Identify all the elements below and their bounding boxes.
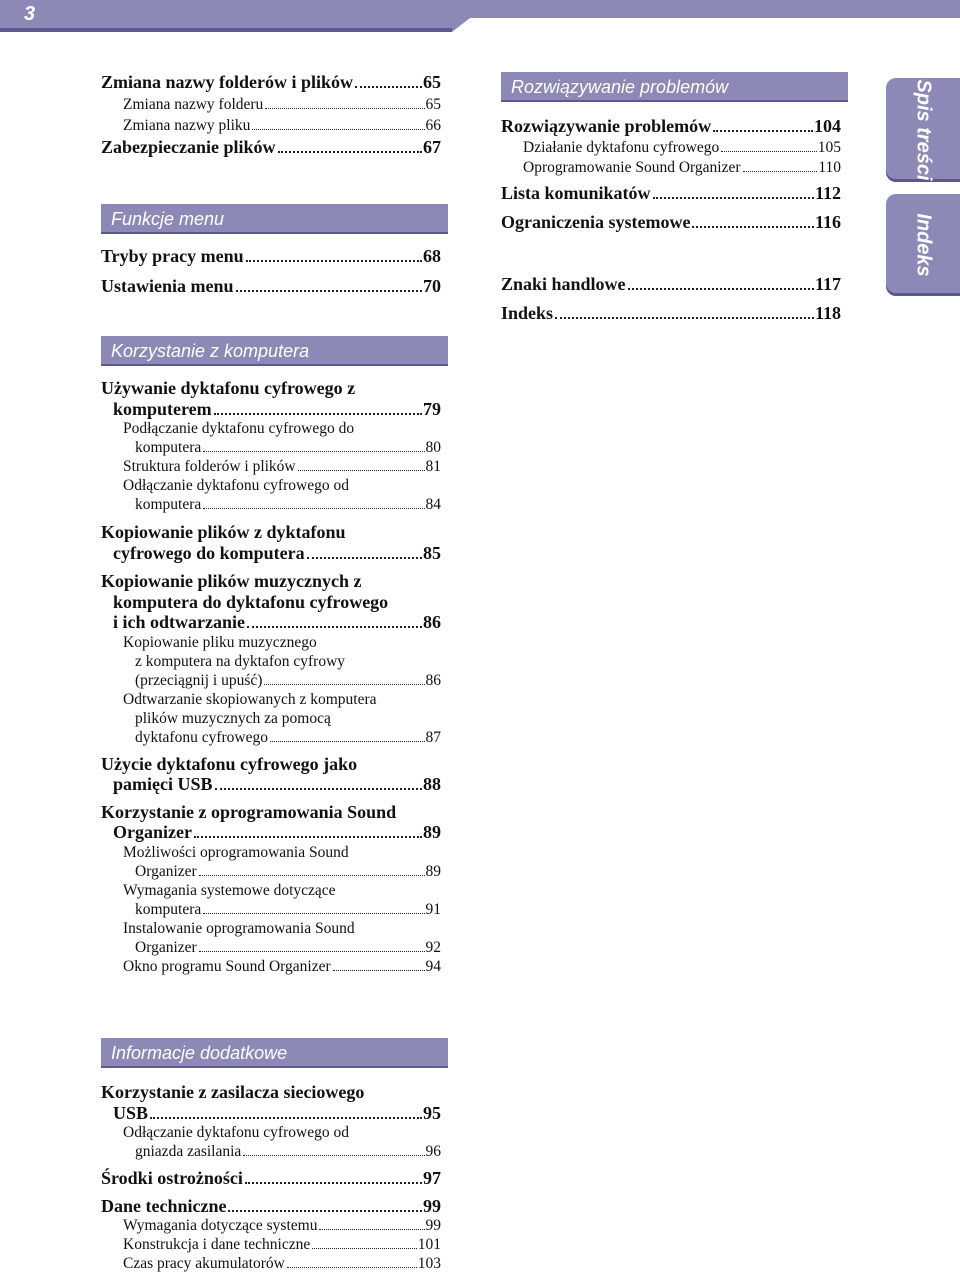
toc-entry-text: Ograniczenia systemowe <box>501 212 691 232</box>
dot-leader <box>194 836 422 838</box>
toc-subentry[interactable] <box>101 843 441 881</box>
dot-leader <box>653 197 814 199</box>
section-header-menu: Funkcje menu <box>101 204 448 234</box>
dot-leader <box>628 288 814 290</box>
toc-entry-text: Działanie dyktafonu cyfrowego <box>523 138 720 156</box>
dot-leader <box>236 290 422 292</box>
toc-entry-text: komputera <box>135 439 202 456</box>
toc-page-number: 88 <box>423 774 441 794</box>
toc-subentry[interactable] <box>101 116 441 135</box>
dot-leader <box>228 1210 422 1212</box>
dot-leader <box>215 788 422 790</box>
toc-page-number: 70 <box>423 275 441 296</box>
toc-entry[interactable] <box>101 754 441 795</box>
toc-page-number: 66 <box>425 116 441 134</box>
toc-entry-text: USB <box>113 1102 149 1123</box>
toc-entry-text: Organizer <box>113 822 192 842</box>
dot-leader <box>270 741 425 742</box>
toc-entry-text: Wymagania systemowe dotyczące <box>123 881 336 899</box>
toc-page-number: 65 <box>425 95 441 113</box>
toc-entry-text: Rozwiązywanie problemów <box>501 116 712 136</box>
dot-leader <box>252 129 424 130</box>
toc-entry-text: Kopiowanie plików muzycznych z <box>101 571 362 591</box>
dot-leader <box>199 875 425 876</box>
dot-leader <box>713 130 813 132</box>
header-bar-shape <box>0 0 960 32</box>
toc-entry-text: i ich odtwarzanie <box>113 612 245 632</box>
header-bar <box>0 0 960 32</box>
toc-entry[interactable] <box>101 137 441 158</box>
toc-entry-text: komputera do dyktafonu cyfrowego <box>113 591 389 612</box>
toc-subentry[interactable] <box>501 158 841 177</box>
toc-entry-text: Zmiana nazwy pliku <box>123 116 251 134</box>
section-header-info: Informacje dodatkowe <box>101 1038 448 1068</box>
toc-entry-text: Odtwarzanie skopiowanych z komputera <box>123 690 377 708</box>
toc-page-number: 92 <box>425 938 441 956</box>
dot-leader <box>298 470 425 471</box>
toc-page-number: 97 <box>423 1168 441 1188</box>
toc-entry-text: Korzystanie z oprogramowania Sound <box>101 801 397 822</box>
section-header-computer: Korzystanie z komputera <box>101 336 448 366</box>
dot-leader <box>203 451 424 452</box>
toc-page-number: 86 <box>423 612 441 632</box>
toc-subentry[interactable] <box>101 419 441 457</box>
section-header-troubleshooting: Rozwiązywanie problemów <box>501 72 848 102</box>
toc-entry-text: (przeciągnij i upuść) <box>135 671 263 689</box>
toc-entry-text: dyktafonu cyfrowego <box>135 728 268 746</box>
dot-leader <box>246 260 422 262</box>
toc-entry[interactable] <box>101 1196 441 1217</box>
toc-page-number: 89 <box>423 822 441 842</box>
dot-leader <box>278 151 423 153</box>
toc-subentry[interactable] <box>101 1235 441 1254</box>
toc-subentry[interactable] <box>101 1254 441 1273</box>
toc-subentry[interactable] <box>101 957 441 976</box>
toc-page-number: 79 <box>423 398 441 419</box>
toc-entry-text: Dane techniczne <box>101 1195 227 1216</box>
tab-index[interactable] <box>886 194 960 296</box>
dot-leader <box>265 108 424 109</box>
toc-subentry[interactable] <box>101 633 441 690</box>
dot-leader <box>243 1155 424 1156</box>
dot-leader <box>333 970 425 971</box>
toc-subentry[interactable] <box>101 476 441 514</box>
toc-entry-text: Zabezpieczanie plików <box>101 136 276 157</box>
toc-entry-text: Środki ostrożności <box>101 1168 243 1188</box>
dot-leader <box>150 1117 422 1119</box>
toc-entry-text: Ustawienia menu <box>101 275 234 296</box>
toc-page-number: 105 <box>817 138 841 156</box>
dot-leader <box>307 557 422 559</box>
toc-entry-text: Użycie dyktafonu cyfrowego jako <box>101 753 358 774</box>
toc-entry-text: Możliwości oprogramowania Sound <box>123 843 349 861</box>
dot-leader <box>203 913 424 914</box>
toc-entry-text: komputerem <box>113 398 212 419</box>
right-group-1 <box>501 116 841 233</box>
toc-page-number: 117 <box>814 274 841 294</box>
toc-entry-text: plików muzycznych za pomocą <box>135 709 331 727</box>
toc-page-number: 96 <box>425 1143 441 1160</box>
toc-entry[interactable] <box>101 72 441 93</box>
toc-page-number: 81 <box>425 458 441 475</box>
toc-entry-text: Tryby pracy menu <box>101 246 244 266</box>
left-group-4 <box>101 1082 441 1273</box>
toc-page-number: 104 <box>814 116 841 136</box>
dot-leader <box>199 951 425 952</box>
dot-leader <box>247 626 422 628</box>
toc-entry-text: Podłączanie dyktafonu cyfrowego do <box>123 420 355 437</box>
toc-page-number: 91 <box>425 900 441 918</box>
toc-page-number: 112 <box>814 182 841 203</box>
toc-entry-text: Okno programu Sound Organizer <box>123 957 331 975</box>
toc-entry-text: cyfrowego do komputera <box>113 542 305 563</box>
dot-leader <box>692 226 814 228</box>
tab-contents-label: Spis treści <box>912 79 935 181</box>
toc-page-number: 87 <box>425 728 441 746</box>
toc-entry-text: Instalowanie oprogramowania Sound <box>123 919 355 937</box>
toc-subentry[interactable] <box>101 881 441 919</box>
page-number: 3 <box>24 3 36 25</box>
dot-leader <box>287 1267 417 1268</box>
right-group-2 <box>501 274 841 323</box>
toc-page-number: 68 <box>423 246 441 266</box>
toc-entry-text: komputera <box>135 900 202 918</box>
toc-page-number: 99 <box>425 1217 441 1234</box>
toc-entry-text: Odłączanie dyktafonu cyfrowego od <box>123 477 349 494</box>
dot-leader <box>203 508 424 509</box>
toc-page-number: 65 <box>423 72 441 92</box>
dot-leader <box>355 86 422 88</box>
toc-page-number: 89 <box>425 862 441 880</box>
toc-subentry[interactable] <box>101 1123 441 1161</box>
toc-entry[interactable] <box>501 303 841 324</box>
toc-entry-text: pamięci USB <box>113 774 213 794</box>
dot-leader <box>312 1248 417 1249</box>
dot-leader <box>245 1182 422 1184</box>
dot-leader <box>555 317 814 319</box>
dot-leader <box>264 684 424 685</box>
toc-entry-text: Struktura folderów i plików <box>123 458 296 475</box>
toc-subentry[interactable] <box>101 919 441 957</box>
toc-entry-text: z komputera na dyktafon cyfrowy <box>135 652 346 670</box>
toc-entry-text: Indeks <box>501 302 554 323</box>
toc-entry-text: Zmiana nazwy folderu <box>123 95 264 113</box>
left-group-1 <box>101 72 441 157</box>
toc-page-number: 99 <box>423 1195 441 1216</box>
tab-index-label: Indeks <box>912 213 935 277</box>
toc-entry-text: gniazda zasilania <box>135 1143 242 1160</box>
toc-subentry[interactable] <box>101 1216 441 1235</box>
toc-page-number: 101 <box>417 1236 441 1253</box>
toc-entry[interactable] <box>101 378 441 419</box>
tab-contents[interactable] <box>886 78 960 182</box>
toc-entry[interactable] <box>101 571 441 633</box>
left-group-3 <box>101 378 441 976</box>
dot-leader <box>214 413 422 415</box>
toc-entry-text: Znaki handlowe <box>501 274 626 294</box>
toc-page-number: 95 <box>423 1102 441 1123</box>
toc-entry-text: Organizer <box>135 938 197 956</box>
toc-entry[interactable] <box>101 1082 441 1123</box>
toc-subentry[interactable] <box>101 457 441 476</box>
toc-entry-text: Lista komunikatów <box>501 182 651 203</box>
toc-entry-text: Wymagania dotyczące systemu <box>123 1217 318 1234</box>
toc-subentry[interactable] <box>101 95 441 114</box>
toc-entry-text: Czas pracy akumulatorów <box>123 1255 285 1272</box>
toc-page-number: 85 <box>423 542 441 563</box>
dot-leader <box>743 171 818 172</box>
toc-page-number: 84 <box>425 496 441 513</box>
toc-subentry[interactable] <box>101 690 441 747</box>
toc-page-number: 80 <box>425 439 441 456</box>
toc-page-number: 118 <box>814 302 841 323</box>
toc-entry[interactable] <box>101 802 441 843</box>
toc-page-number: 94 <box>425 957 441 975</box>
toc-entry-text: Odłączanie dyktafonu cyfrowego od <box>123 1124 349 1141</box>
toc-entry-text: Konstrukcja i dane techniczne <box>123 1236 311 1253</box>
toc-entry-text: Organizer <box>135 862 197 880</box>
toc-entry[interactable] <box>501 274 841 295</box>
toc-entry-text: Używanie dyktafonu cyfrowego z <box>101 378 356 398</box>
toc-page-number: 86 <box>425 671 441 689</box>
toc-entry-text: Kopiowanie pliku muzycznego <box>123 633 317 651</box>
toc-page-number: 103 <box>417 1255 441 1272</box>
toc-entry[interactable] <box>101 246 441 267</box>
toc-entry-text: Kopiowanie plików z dyktafonu <box>101 522 346 542</box>
toc-entry-text: Korzystanie z zasilacza sieciowego <box>101 1082 365 1102</box>
toc-page-number: 116 <box>814 212 841 232</box>
toc-entry[interactable] <box>101 276 441 297</box>
toc-entry[interactable] <box>501 212 841 233</box>
toc-entry[interactable] <box>101 522 441 563</box>
toc-entry-text: komputera <box>135 496 202 513</box>
toc-entry[interactable] <box>501 183 841 204</box>
toc-entry-text: Oprogramowanie Sound Organizer <box>523 158 741 176</box>
dot-leader <box>319 1229 424 1230</box>
toc-entry[interactable] <box>101 1168 441 1189</box>
dot-leader <box>721 151 816 152</box>
left-group-2 <box>101 246 441 296</box>
toc-page-number: 110 <box>818 158 841 176</box>
toc-entry[interactable] <box>501 116 841 137</box>
toc-subentry[interactable] <box>501 138 841 157</box>
toc-entry-text: Zmiana nazwy folderów i plików <box>101 72 354 92</box>
toc-page-number: 67 <box>423 136 441 157</box>
